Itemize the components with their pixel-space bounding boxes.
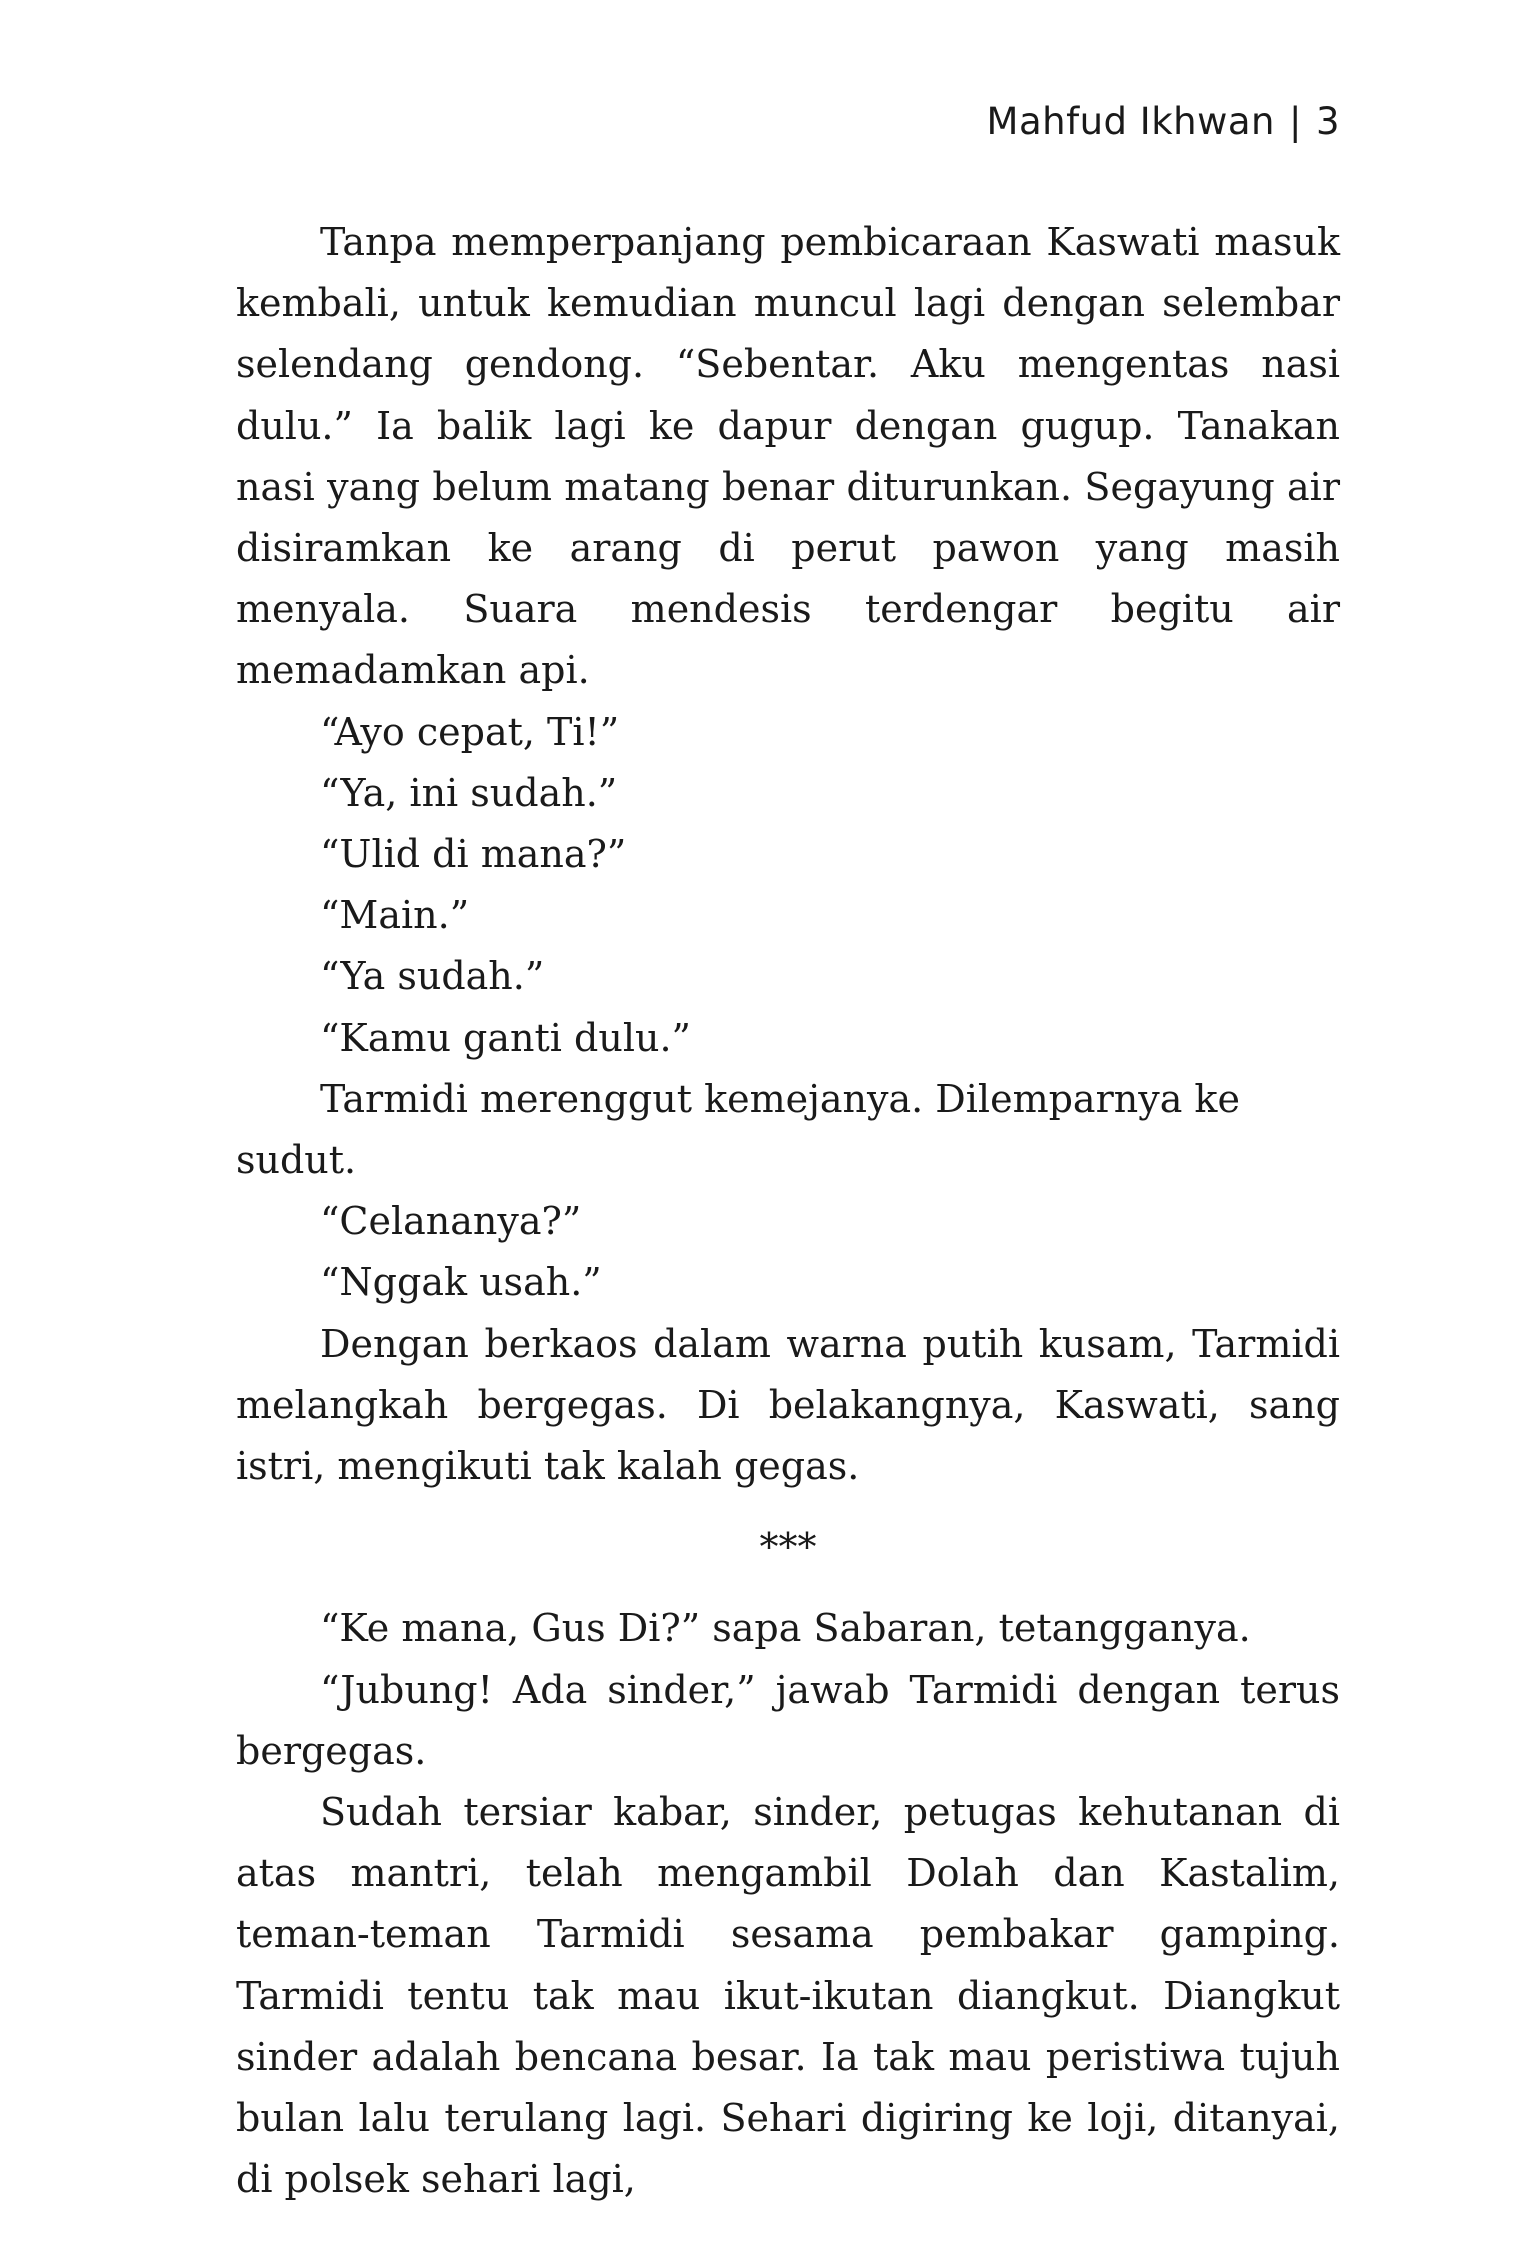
paragraph: “Jubung! Ada sinder,” jawab Tarmidi dengan terus bergegas.: [236, 1667, 1340, 1773]
dialogue-line: “Kamu ganti dulu.”: [320, 1015, 691, 1060]
paragraph: Tarmidi merenggut kemejanya. Dilemparnya ke sudut.: [236, 1076, 1240, 1183]
dialogue-line: “Celananya?”: [320, 1199, 582, 1244]
dialogue-line: “Ayo cepat, Ti!”: [320, 709, 620, 754]
paragraph: Sudah tersiar kabar, sinder, petugas kehutanan di atas mantri, telah mengambil Dolah dan Kastalim, teman-teman Tarmidi sesama pembakar gamping. Tarmidi tentu tak mau ikut-ikutan diangkut. Diangkut sinder adalah bencana besar. Ia tak mau peristiwa tujuh bulan lalu terulang lagi. Sehari digiring ke loji, ditanyai, di polsek sehari lagi,: [236, 1790, 1340, 2202]
author-name: Mahfud Ikhwan: [986, 100, 1275, 143]
running-head: [987, 100, 1340, 143]
body-text: [236, 212, 1340, 2210]
dialogue-line: “Ke mana, Gus Di?” sapa Sabaran, tetangganya.: [320, 1606, 1251, 1651]
paragraph: Tanpa memperpanjang pembicaraan Kaswati masuk kembali, untuk kemudian muncul lagi dengan selembar selendang gendong. “Sebentar. Aku mengentas nasi dulu.” Ia balik lagi ke dapur dengan gugup. Tanakan nasi yang belum matang benar diturunkan. Segayung air disiramkan ke arang di perut pawon yang masih menyala. Suara mendesis terdengar begitu air memadamkan api.: [236, 220, 1340, 693]
page-number: 3: [1315, 100, 1340, 143]
dialogue-line: “Ya, ini sudah.”: [320, 770, 618, 815]
dialogue-line: “Nggak usah.”: [320, 1260, 602, 1305]
dialogue-line: “Ya sudah.”: [320, 954, 545, 999]
header-separator: |: [1288, 100, 1302, 143]
dialogue-line: “Ulid di mana?”: [320, 832, 627, 877]
paragraph: Dengan berkaos dalam warna putih kusam, Tarmidi melangkah bergegas. Di belakangnya, Kaswati, sang istri, mengikuti tak kalah gegas.: [236, 1321, 1340, 1489]
section-break: ***: [759, 1525, 817, 1570]
dialogue-line: “Main.”: [320, 893, 470, 938]
